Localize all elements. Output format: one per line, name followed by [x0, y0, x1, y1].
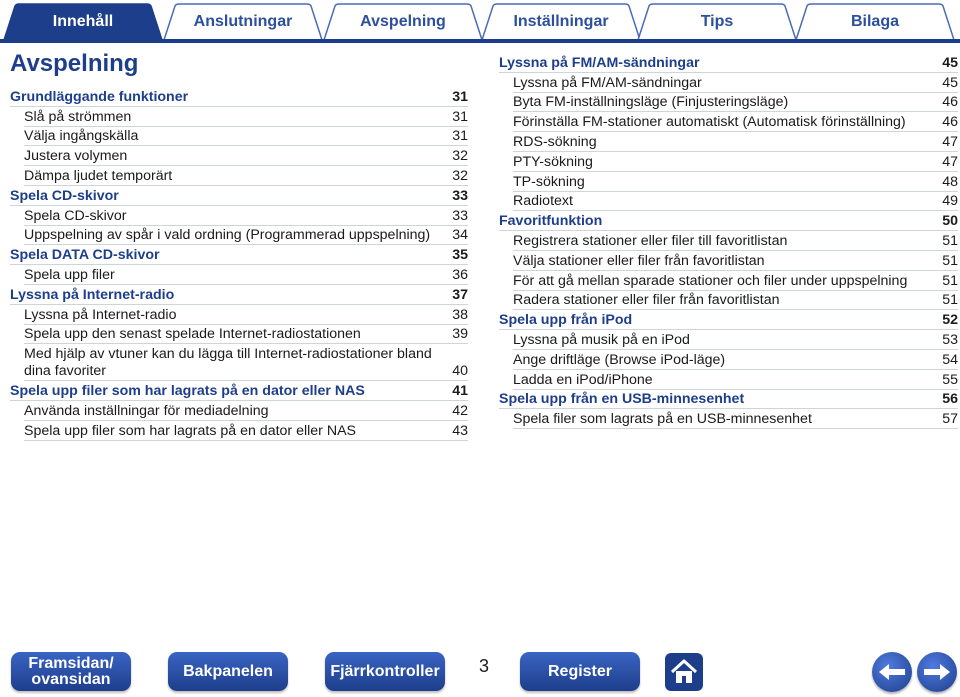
remote-control-button[interactable]: [325, 652, 445, 691]
toc-entry-title: Spela upp den senast spelade Internet-radiostationen: [24, 326, 361, 343]
toc-page-number: 51: [942, 232, 958, 249]
toc-entry-title: Uppspelning av spår i vald ordning (Programmerad uppspelning): [24, 227, 431, 244]
toc-entry-row[interactable]: [499, 291, 958, 311]
index-button[interactable]: [520, 652, 640, 691]
toc-section-row[interactable]: [499, 53, 958, 73]
arrow-right-icon: [922, 662, 952, 682]
toc-entry-title: Spela upp från iPod: [499, 312, 633, 329]
toc-entry-row[interactable]: [10, 107, 468, 127]
toc-entry-title: TP-sökning: [513, 173, 585, 190]
toc-page-number: 51: [942, 292, 958, 309]
toc-entry-title: Ange driftläge (Browse iPod-läge): [513, 351, 726, 368]
page-title: Avspelning: [10, 50, 139, 77]
forward-button[interactable]: [917, 652, 957, 692]
toc-section-row[interactable]: [499, 390, 958, 410]
toc-entry-title: Lyssna på FM/AM-sändningar: [513, 74, 702, 91]
toc-entry-row[interactable]: [499, 132, 958, 152]
toc-entry-title: Dämpa ljudet temporärt: [24, 167, 173, 184]
toc-entry-title: Slå på strömmen: [24, 108, 132, 125]
toc-section-row[interactable]: [10, 285, 468, 305]
toc-entry-title: Spela DATA CD-skivor: [10, 247, 160, 264]
front-top-button[interactable]: [11, 652, 131, 691]
toc-entry-title: Byta FM-inställningsläge (Finjusteringsläge): [513, 94, 789, 111]
toc-entry-title: Spela CD-skivor: [10, 187, 119, 204]
toc-page-number: 36: [452, 266, 468, 283]
toc-page-number: 31: [452, 108, 468, 125]
toc-entry-row[interactable]: [10, 344, 468, 381]
toc-entry-row[interactable]: [499, 271, 958, 291]
toc-page-number: 51: [942, 272, 958, 289]
toc-entry-title: Förinställa FM-stationer automatiskt (Automatisk förinställning): [513, 114, 906, 131]
toc-entry-title: Lyssna på Internet-radio: [10, 286, 175, 303]
tab-avspelning[interactable]: [323, 3, 483, 40]
toc-page-number: 47: [942, 153, 958, 170]
toc-page-number: 47: [942, 133, 958, 150]
toc-section-row[interactable]: [10, 87, 468, 107]
toc-entry-title: Lyssna på FM/AM-sändningar: [499, 54, 700, 71]
tab-anslutningar[interactable]: [163, 3, 323, 40]
toc-entry-title: Registrera stationer eller filer till favoritlistan: [513, 232, 788, 249]
toc-section-row[interactable]: [10, 186, 468, 206]
toc-page-number: 48: [942, 173, 958, 190]
rear-panel-button[interactable]: [168, 652, 288, 691]
toc-entry-row[interactable]: [10, 146, 468, 166]
toc-page-number: 46: [942, 114, 958, 131]
home-button[interactable]: [664, 652, 704, 692]
toc-entry-title: Spela filer som lagrats på en USB-minnesenhet: [513, 411, 812, 428]
toc-entry-title: För att gå mellan sparade stationer och filer under uppspelning: [513, 272, 908, 289]
toc-entry-title: Spela upp filer som har lagrats på en dator eller NAS: [24, 422, 357, 439]
tab-label: Innehåll: [52, 12, 114, 30]
toc-page-number: 33: [452, 187, 468, 204]
toc-entry-title: Radiotext: [513, 193, 573, 210]
toc-entry-row[interactable]: [499, 251, 958, 271]
toc-entry-title: Spela CD-skivor: [24, 207, 127, 224]
toc-page-number: 51: [942, 252, 958, 269]
arrow-left-icon: [877, 662, 907, 682]
tab-label: Bilaga: [850, 12, 899, 30]
toc-page-number: 50: [942, 213, 958, 230]
toc-section-row[interactable]: [10, 245, 468, 265]
toc-page-number: 39: [452, 326, 468, 343]
toc-entry-row[interactable]: [10, 325, 468, 345]
toc-page-number: 31: [452, 88, 468, 105]
toc-page-number: 46: [942, 94, 958, 111]
toc-page-number: 38: [452, 306, 468, 323]
toc-entry-row[interactable]: [10, 305, 468, 325]
toc-page-number: 49: [942, 193, 958, 210]
home-icon: [664, 652, 704, 692]
toc-entry-title: PTY-sökning: [513, 153, 593, 170]
toc-page-number: 52: [942, 312, 958, 329]
toc-page-number: 32: [452, 148, 468, 165]
toc-page-number: 32: [452, 167, 468, 184]
toc-entry-row[interactable]: [10, 166, 468, 186]
toc-entry-title: Lyssna på musik på en iPod: [513, 331, 690, 348]
toc-entry-row[interactable]: [499, 370, 958, 390]
toc-section-row[interactable]: [499, 211, 958, 231]
toc-page-number: 43: [452, 422, 468, 439]
top-tab-bar: [0, 0, 960, 44]
toc-page-number: 42: [452, 402, 468, 419]
toc-entry-row[interactable]: [499, 350, 958, 370]
remote-control-label: Fjärrkontroller: [330, 662, 440, 680]
toc-entry-title: Använda inställningar för mediadelning: [24, 402, 269, 419]
toc-page-number: 45: [942, 74, 958, 91]
toc-entry-row[interactable]: [499, 73, 958, 93]
toc-page-number: 33: [452, 207, 468, 224]
toc-entry-row[interactable]: [499, 330, 958, 350]
rear-panel-label: Bakpanelen: [183, 662, 273, 680]
toc-entry-title: Spela upp från en USB-minnesenhet: [499, 391, 745, 408]
toc-entry-row[interactable]: [10, 127, 468, 147]
tab-label: Anslutningar: [193, 12, 293, 30]
tab-label: Inställningar: [513, 12, 609, 30]
tab-label: Tips: [700, 12, 734, 30]
back-button[interactable]: [872, 652, 912, 692]
tab-tips[interactable]: [637, 3, 797, 40]
toc-entry-title: Välja ingångskälla: [24, 128, 139, 145]
toc-page-number: 37: [452, 286, 468, 303]
toc-entry-title: Välja stationer eller filer från favoritlistan: [513, 252, 765, 269]
toc-entry-row[interactable]: [499, 112, 958, 132]
toc-right-column: [499, 53, 958, 429]
tab-bar-underline: [0, 39, 960, 43]
toc-entry-row[interactable]: [10, 421, 468, 441]
tab-label: Avspelning: [360, 12, 446, 30]
toc-entry-row[interactable]: [10, 206, 468, 226]
toc-entry-row[interactable]: [499, 152, 958, 172]
toc-entry-row[interactable]: [499, 192, 958, 212]
page-number: 3: [478, 656, 489, 676]
index-label: Register: [547, 662, 613, 680]
toc-entry-title: Ladda en iPod/iPhone: [513, 371, 653, 388]
toc-entry-title: Justera volymen: [24, 148, 128, 165]
toc-page-number: 41: [452, 383, 468, 400]
toc-left-column: [10, 87, 468, 441]
front-top-label: Framsidan/ ovansidan: [28, 654, 114, 688]
toc-page-number: 35: [452, 247, 468, 264]
toc-page-number: 56: [942, 391, 958, 408]
toc-entry-row[interactable]: [499, 172, 958, 192]
tab-installningar[interactable]: [481, 3, 641, 40]
toc-entry-row[interactable]: [499, 93, 958, 113]
tab-innehall[interactable]: [3, 3, 163, 40]
toc-entry-row[interactable]: [10, 401, 468, 421]
toc-entry-title: Lyssna på Internet-radio: [24, 306, 177, 323]
toc-page-number: 45: [942, 54, 958, 71]
toc-entry-title: Spela upp filer: [24, 266, 115, 283]
toc-page-number: 34: [452, 227, 468, 244]
toc-entry-row[interactable]: [499, 231, 958, 251]
toc-entry-title: Spela upp filer som har lagrats på en dator eller NAS: [10, 383, 365, 400]
toc-entry-title: Grundläggande funktioner: [10, 88, 189, 105]
toc-entry-title: Med hjälp av vtuner kan du lägga till Internet-radiostationer bland dina favoriter: [24, 346, 432, 380]
toc-page-number: 31: [452, 128, 468, 145]
toc-page-number: 54: [942, 351, 958, 368]
toc-entry-row[interactable]: [499, 409, 958, 429]
toc-page-number: 57: [942, 411, 958, 428]
tab-bilaga[interactable]: [795, 3, 955, 40]
toc-entry-title: Radera stationer eller filer från favoritlistan: [513, 292, 780, 309]
toc-entry-row[interactable]: [10, 226, 468, 246]
toc-section-row[interactable]: [499, 310, 958, 330]
toc-section-row[interactable]: [10, 381, 468, 401]
toc-entry-title: RDS-sökning: [513, 133, 597, 150]
toc-page-number: 53: [942, 331, 958, 348]
toc-page-number: 40: [452, 363, 468, 380]
toc-page-number: 55: [942, 371, 958, 388]
toc-entry-row[interactable]: [10, 265, 468, 285]
toc-entry-title: Favoritfunktion: [499, 213, 603, 230]
